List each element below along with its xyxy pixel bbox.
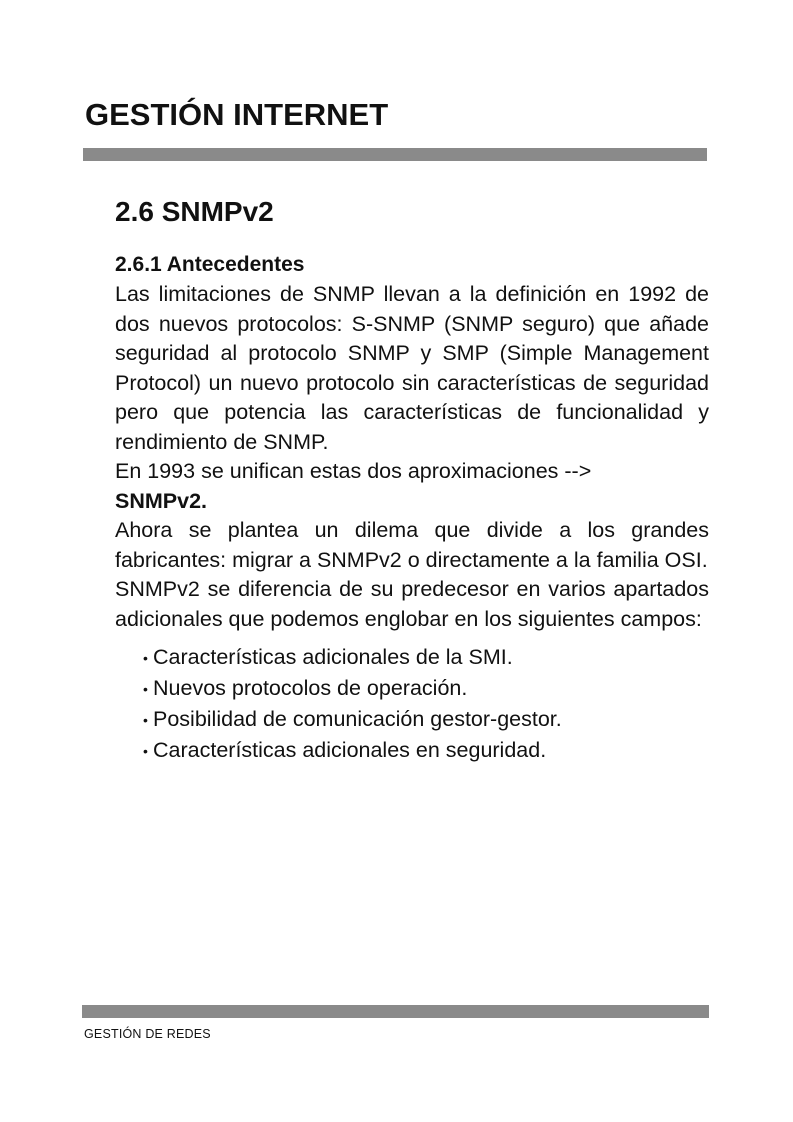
section-title: 2.6 SNMPv2	[115, 196, 274, 227]
list-item-text: Características adicionales de la SMI.	[153, 645, 513, 669]
header-divider-bar	[83, 148, 707, 161]
feature-list	[115, 642, 709, 766]
paragraph-unification-bold: SNMPv2.	[115, 488, 208, 513]
list-item-text: Características adicionales en seguridad.	[153, 738, 547, 762]
paragraph-dilemma: Ahora se plantea un dilema que divide a los grandes fabricantes: migrar a SNMPv2 o directamente a la familia OSI.	[115, 518, 709, 572]
list-item	[143, 642, 709, 673]
paragraph-unification	[115, 457, 709, 516]
paragraph-differences: SNMPv2 se diferencia de su predecesor en varios apartados adicionales que podemos englobar en los siguientes campos:	[115, 577, 709, 631]
subsection-title: 2.6.1 Antecedentes	[115, 253, 305, 276]
paragraph-unification-text: En 1993 se unifican estas dos aproximaciones -->	[115, 459, 592, 483]
bullet-icon: •	[143, 650, 148, 666]
bullet-icon: •	[143, 743, 148, 759]
list-item	[143, 673, 709, 704]
bullet-icon: •	[143, 681, 148, 697]
paragraph-limitations: Las limitaciones de SNMP llevan a la definición en 1992 de dos nuevos protocolos: S-SNMP (SNMP seguro) que añade seguridad al protocolo SNMP y SMP (Simple Management Protocol) un nuevo protocolo sin características de seguridad pero que potencia las características de funcionalidad y rendimiento de SNMP.	[115, 282, 709, 454]
list-item-text: Nuevos protocolos de operación.	[153, 676, 468, 700]
footer-divider-bar	[82, 1005, 709, 1018]
list-item	[143, 735, 709, 766]
main-content	[115, 190, 709, 766]
footer-text: GESTIÓN DE REDES	[84, 1027, 211, 1041]
list-item	[143, 704, 709, 735]
list-item-text: Posibilidad de comunicación gestor-gestor.	[153, 707, 562, 731]
bullet-icon: •	[143, 712, 148, 728]
page-header-title: GESTIÓN INTERNET	[85, 97, 389, 132]
